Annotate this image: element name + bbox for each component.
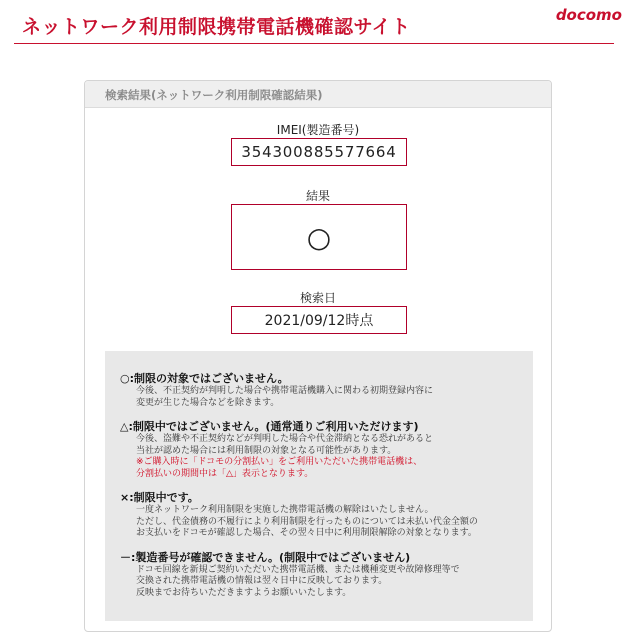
legend-head: ○:制限の対象ではございません。 <box>120 372 289 385</box>
result-value-box <box>231 204 407 270</box>
legend-body <box>120 434 523 480</box>
legend-line: 変更が生じた場合などを除きます。 <box>136 397 280 408</box>
legend-item-unknown <box>120 550 523 600</box>
legend-head: ×:制限中です。 <box>120 491 199 504</box>
legend-body <box>120 565 523 600</box>
legend-body <box>120 505 523 540</box>
site-header <box>0 0 640 52</box>
legend-item-triangle <box>120 419 523 480</box>
date-value: 2021/09/12時点 <box>264 313 374 329</box>
date-label: 検索日 <box>299 291 336 305</box>
legend-line: ドコモ回線を新規ご契約いただいた携帯電話機、または機種変更や故障修理等で <box>136 564 460 575</box>
legend-line: ただし、代金債務の不履行により利用制限を行ったものについては未払い代金全額の <box>136 516 478 527</box>
result-legend <box>105 351 533 621</box>
panel-title: 検索結果(ネットワーク利用制限確認結果) <box>105 88 323 102</box>
legend-line: 一度ネットワーク利用制限を実施した携帯電話機の解除はいたしません。 <box>136 505 434 515</box>
date-value-box <box>231 306 407 334</box>
docomo-logo[interactable]: docomo <box>555 6 622 24</box>
site-title: ネットワーク利用制限携帯電話機確認サイト <box>22 16 411 38</box>
legend-item-restricted <box>120 490 523 540</box>
legend-head: －:製造番号が確認できません。(制限中ではございません) <box>120 550 411 564</box>
legend-line: 当社が認めた場合には利用制限の対象となる可能性があります。 <box>136 445 397 456</box>
legend-body <box>120 386 523 409</box>
legend-item-ok <box>120 371 523 409</box>
result-symbol: ○ <box>306 220 332 254</box>
result-panel <box>84 80 552 632</box>
header-divider <box>14 43 614 44</box>
result-label: 結果 <box>305 189 330 203</box>
legend-line: 交換された携帯電話機の情報は翌々日中に反映しております。 <box>136 576 388 586</box>
legend-head: △:制限中ではございません。(通常通りご利用いただけます) <box>120 420 419 433</box>
panel-header <box>85 81 551 108</box>
imei-label: IMEI(製造番号) <box>276 123 360 137</box>
imei-value: 354300885577664 <box>241 143 397 161</box>
legend-line: お支払いをドコモが確認した場合、その翌々日中に利用制限解除の対象となります。 <box>136 528 477 538</box>
legend-line: 今後、不正契約が判明した場合や携帯電話機購入に関わる初期登録内容に <box>136 386 434 396</box>
legend-line: 反映までお待ちいただきますようお願いいたします。 <box>136 587 352 598</box>
legend-note: 分割払いの期間中は「△」表示となります。 <box>136 468 314 479</box>
legend-line: 今後、盗難や不正契約などが判明した場合や代金滞納となる恐れがあると <box>136 434 434 444</box>
imei-value-box <box>231 138 407 166</box>
legend-note: ※ご購入時に「ドコモの分割払い」をご利用いただいた携帯電話機は、 <box>136 457 423 467</box>
